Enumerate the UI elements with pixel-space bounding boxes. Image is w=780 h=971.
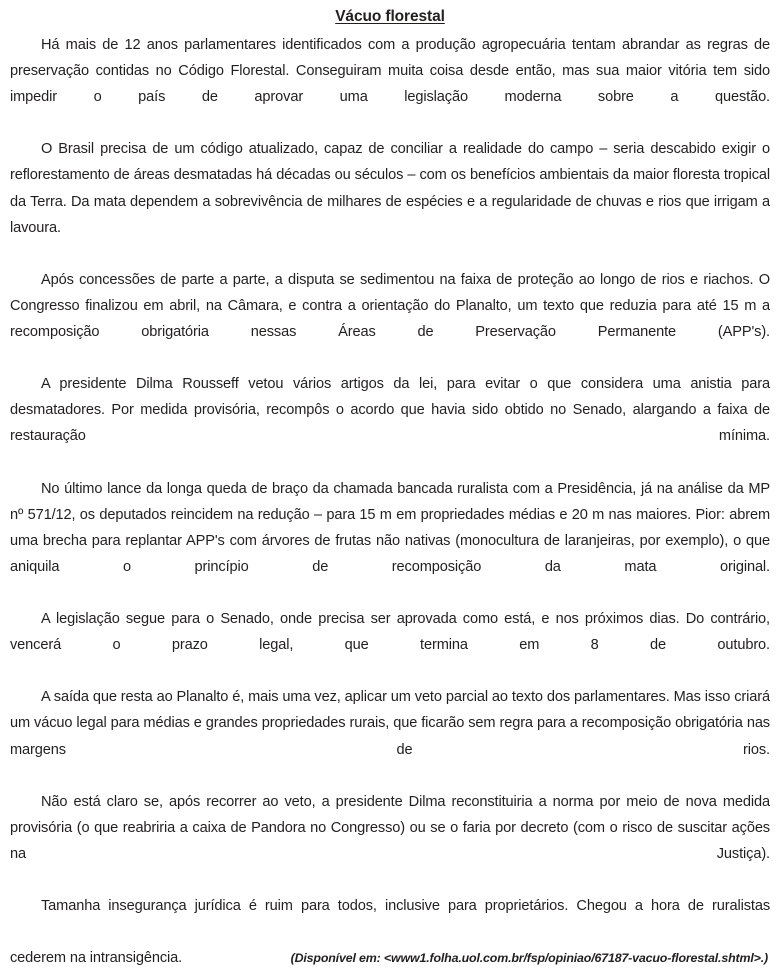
final-paragraph-last-line <box>10 945 770 971</box>
paragraph-4: A presidente Dilma Rousseff vetou vários artigos da lei, para evitar o que considera uma anistia para desmatadores. Por medida provisória, recompôs o acordo que havia sido obtido no Senado, alargando a faixa de restauração mínima. <box>10 376 770 445</box>
article-body <box>10 32 770 971</box>
final-paragraph-head: Tamanha insegurança jurídica é ruim para todos, inclusive para proprietários. Chegou a hora de ruralistas <box>41 898 770 915</box>
paragraph-9 <box>10 893 770 971</box>
paragraph-6: A legislação segue para o Senado, onde precisa ser aprovada como está, e nos próximos dias. Do contrário, vencerá o prazo legal, que termina em 8 de outubro. <box>10 611 770 654</box>
paragraph-3: Após concessões de parte a parte, a disputa se sedimentou na faixa de proteção ao longo de rios e riachos. O Congresso finalizou em abril, na Câmara, e contra a orientação do Planalto, um texto que reduzia para até 15 m a recomposição obrigatória nessas Áreas de Preservação Permanente (APP's). <box>10 271 770 341</box>
paragraph-7: A saída que resta ao Planalto é, mais uma vez, aplicar um veto parcial ao texto dos parlamentares. Mas isso criará um vácuo legal para médias e grandes propriedades rurais, que ficarão sem regra para a recomposição obrigatória nas margens de rios. <box>10 689 770 758</box>
paragraph-8: Não está claro se, após recorrer ao veto, a presidente Dilma reconstituiria a norma por meio de nova medida provisória (o que reabriria a caixa de Pandora no Congresso) ou se o faria por decreto (com o risco de suscitar ações na Justiça). <box>10 793 770 862</box>
source-citation: (Disponível em: <www1.folha.uol.com.br/fsp/opiniao/67187-vacuo-florestal.shtml>.) <box>290 951 768 966</box>
paragraph-2: O Brasil precisa de um código atualizado, capaz de conciliar a realidade do campo – seria descabido exigir o reflorestamento de áreas desmatadas há décadas ou séculos – com os benefícios ambientais da maior floresta tropical da Terra. Da mata dependem a sobrevivência de milhares de espécies e a regularidade de chuvas e rios que irrigam a lavoura. <box>10 141 770 236</box>
final-paragraph-tail: cederem na intransigência. <box>10 950 183 967</box>
paragraph-1: Há mais de 12 anos parlamentares identificados com a produção agropecuária tentam abrandar as regras de preservação contidas no Código Florestal. Conseguiram muita coisa desde então, mas sua maior vitória tem sido impedir o país de aprovar uma legislação moderna sobre a questão. <box>10 37 770 106</box>
paragraph-5: No último lance da longa queda de braço da chamada bancada ruralista com a Presidência, já na análise da MP nº 571/12, os deputados reincidem na redução – para 15 m em propriedades médias e 20 m nas maiores. Pior: abrem uma brecha para replantar APP's com árvores de frutas não nativas (monocultura de laranjeiras, por exemplo), o que aniquila o princípio de recomposição da mata original. <box>10 480 770 575</box>
page-title: Vácuo florestal <box>335 8 445 25</box>
